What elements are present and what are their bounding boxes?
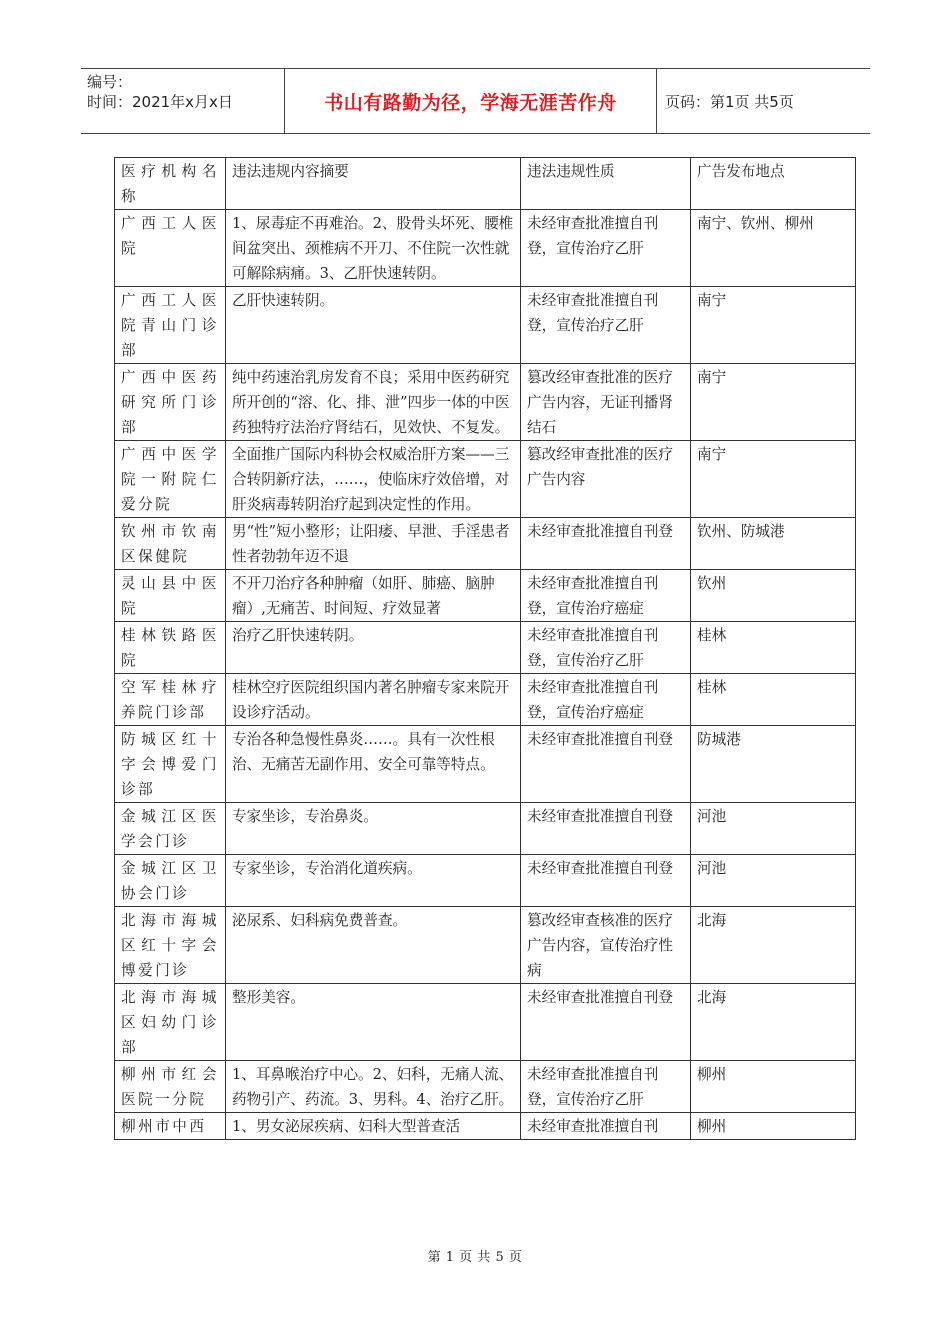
location-cell: 河池 [691, 803, 856, 855]
column-header-location: 广告发布地点 [691, 158, 856, 210]
location-cell: 柳州 [691, 1113, 856, 1140]
violations-table [114, 157, 856, 1140]
location-cell: 南宁、钦州、柳州 [691, 210, 856, 287]
header-motto: 书山有路勤为径，学海无涯苦作舟 [284, 69, 657, 133]
nature-cell: 篡改经审查批准的医疗广告内容 [521, 441, 691, 518]
location-cell: 北海 [691, 984, 856, 1061]
table-row [115, 1113, 856, 1140]
location-cell: 钦州、防城港 [691, 518, 856, 570]
institution-cell: 防城区红十字会博爱门诊部 [115, 726, 226, 803]
table-body [115, 210, 856, 1140]
table-row [115, 622, 856, 674]
institution-cell: 广西中医学院一附院仁爱分院 [115, 441, 226, 518]
summary-cell: 1、男女泌尿疾病、妇科大型普查活 [226, 1113, 521, 1140]
location-cell: 南宁 [691, 441, 856, 518]
summary-cell: 泌尿系、妇科病免费普查。 [226, 907, 521, 984]
location-cell: 南宁 [691, 287, 856, 364]
location-cell: 桂林 [691, 622, 856, 674]
table-row [115, 441, 856, 518]
nature-cell: 未经审查批准擅自刊登 [521, 726, 691, 803]
header-page-code: 页码：第1页 共5页 [665, 92, 794, 111]
page-header [81, 68, 870, 134]
summary-cell: 乙肝快速转阴。 [226, 287, 521, 364]
nature-cell: 未经审查批准擅自刊登，宣传治疗乙肝 [521, 622, 691, 674]
nature-cell: 未经审查批准擅自刊登，宣传治疗癌症 [521, 674, 691, 726]
summary-cell: 1、耳鼻喉治疗中心。2、妇科，无痛人流、药物引产、药流。3、男科。4、治疗乙肝。 [226, 1061, 521, 1113]
summary-cell: 专家坐诊，专治消化道疾病。 [226, 855, 521, 907]
summary-cell: 桂林空疗医院组织国内著名肿瘤专家来院开设诊疗活动。 [226, 674, 521, 726]
institution-cell: 灵山县中医院 [115, 570, 226, 622]
table-row [115, 210, 856, 287]
nature-cell: 篡改经审查批准的医疗广告内容，无证刊播肾结石 [521, 364, 691, 441]
table-row [115, 674, 856, 726]
nature-cell: 未经审查批准擅自刊 [521, 1113, 691, 1140]
nature-cell: 未经审查批准擅自刊登 [521, 855, 691, 907]
summary-cell: 不开刀治疗各种肿瘤（如肝、肺癌、脑肿瘤）,无痛苦、时间短、疗效显著 [226, 570, 521, 622]
table-row [115, 570, 856, 622]
summary-cell: 纯中药速治乳房发育不良；采用中医药研究所开创的“溶、化、排、泄”四步一体的中医药独特疗法治疗肾结石，见效快、不复发。 [226, 364, 521, 441]
document-number-label: 编号： [87, 73, 133, 91]
nature-cell: 未经审查批准擅自刊登 [521, 518, 691, 570]
location-cell: 桂林 [691, 674, 856, 726]
nature-cell: 未经审查批准擅自刊登，宣传治疗乙肝 [521, 210, 691, 287]
nature-cell: 未经审查批准擅自刊登 [521, 984, 691, 1061]
summary-cell: 治疗乙肝快速转阴。 [226, 622, 521, 674]
summary-cell: 男“性”短小整形；让阳痿、早泄、手淫患者性者勃勃年迈不退 [226, 518, 521, 570]
institution-cell: 金城江区卫协会门诊 [115, 855, 226, 907]
table-row [115, 855, 856, 907]
location-cell: 防城港 [691, 726, 856, 803]
location-cell: 河池 [691, 855, 856, 907]
institution-cell: 钦州市钦南区保健院 [115, 518, 226, 570]
table-row [115, 984, 856, 1061]
location-cell: 南宁 [691, 364, 856, 441]
page-footer: 第 1 页 共 5 页 [427, 1250, 523, 1265]
table-row [115, 803, 856, 855]
column-header-institution: 医疗机构名称 [115, 158, 226, 210]
table-header-row [115, 158, 856, 210]
summary-cell: 1、尿毒症不再难治。2、股骨头坏死、腰椎间盆突出、颈椎病不开刀、不住院一次性就可解除病痛。3、乙肝快速转阴。 [226, 210, 521, 287]
location-cell: 柳州 [691, 1061, 856, 1113]
nature-cell: 未经审查批准擅自刊登，宣传治疗乙肝 [521, 287, 691, 364]
institution-cell: 广西工人医院青山门诊部 [115, 287, 226, 364]
nature-cell: 篡改经审查核准的医疗广告内容，宣传治疗性病 [521, 907, 691, 984]
summary-cell: 全面推广国际内科协会权威治肝方案——三合转阴新疗法，……，使临床疗效倍增，对肝炎病毒转阴治疗起到决定性的作用。 [226, 441, 521, 518]
table-row [115, 1061, 856, 1113]
document-time-label: 时间：2021年x月x日 [87, 93, 233, 111]
table-row [115, 287, 856, 364]
table-row [115, 364, 856, 441]
column-header-nature: 违法违规性质 [521, 158, 691, 210]
table-row [115, 907, 856, 984]
institution-cell: 金城江区医学会门诊 [115, 803, 226, 855]
institution-cell: 空军桂林疗养院门诊部 [115, 674, 226, 726]
column-header-summary: 违法违规内容摘要 [226, 158, 521, 210]
institution-cell: 柳州市红会医院一分院 [115, 1061, 226, 1113]
institution-cell: 北海市海城区红十字会博爱门诊 [115, 907, 226, 984]
location-cell: 北海 [691, 907, 856, 984]
summary-cell: 专家坐诊，专治鼻炎。 [226, 803, 521, 855]
nature-cell: 未经审查批准擅自刊登，宣传治疗癌症 [521, 570, 691, 622]
table-row [115, 518, 856, 570]
location-cell: 钦州 [691, 570, 856, 622]
institution-cell: 桂林铁路医院 [115, 622, 226, 674]
summary-cell: 专治各种急慢性鼻炎……。具有一次性根治、无痛苦无副作用、安全可靠等特点。 [226, 726, 521, 803]
institution-cell: 北海市海城区妇幼门诊部 [115, 984, 226, 1061]
table-row [115, 726, 856, 803]
header-info [81, 69, 284, 133]
institution-cell: 柳州市中西 [115, 1113, 226, 1140]
nature-cell: 未经审查批准擅自刊登 [521, 803, 691, 855]
summary-cell: 整形美容。 [226, 984, 521, 1061]
nature-cell: 未经审查批准擅自刊登，宣传治疗乙肝 [521, 1061, 691, 1113]
institution-cell: 广西工人医院 [115, 210, 226, 287]
institution-cell: 广西中医药研究所门诊部 [115, 364, 226, 441]
